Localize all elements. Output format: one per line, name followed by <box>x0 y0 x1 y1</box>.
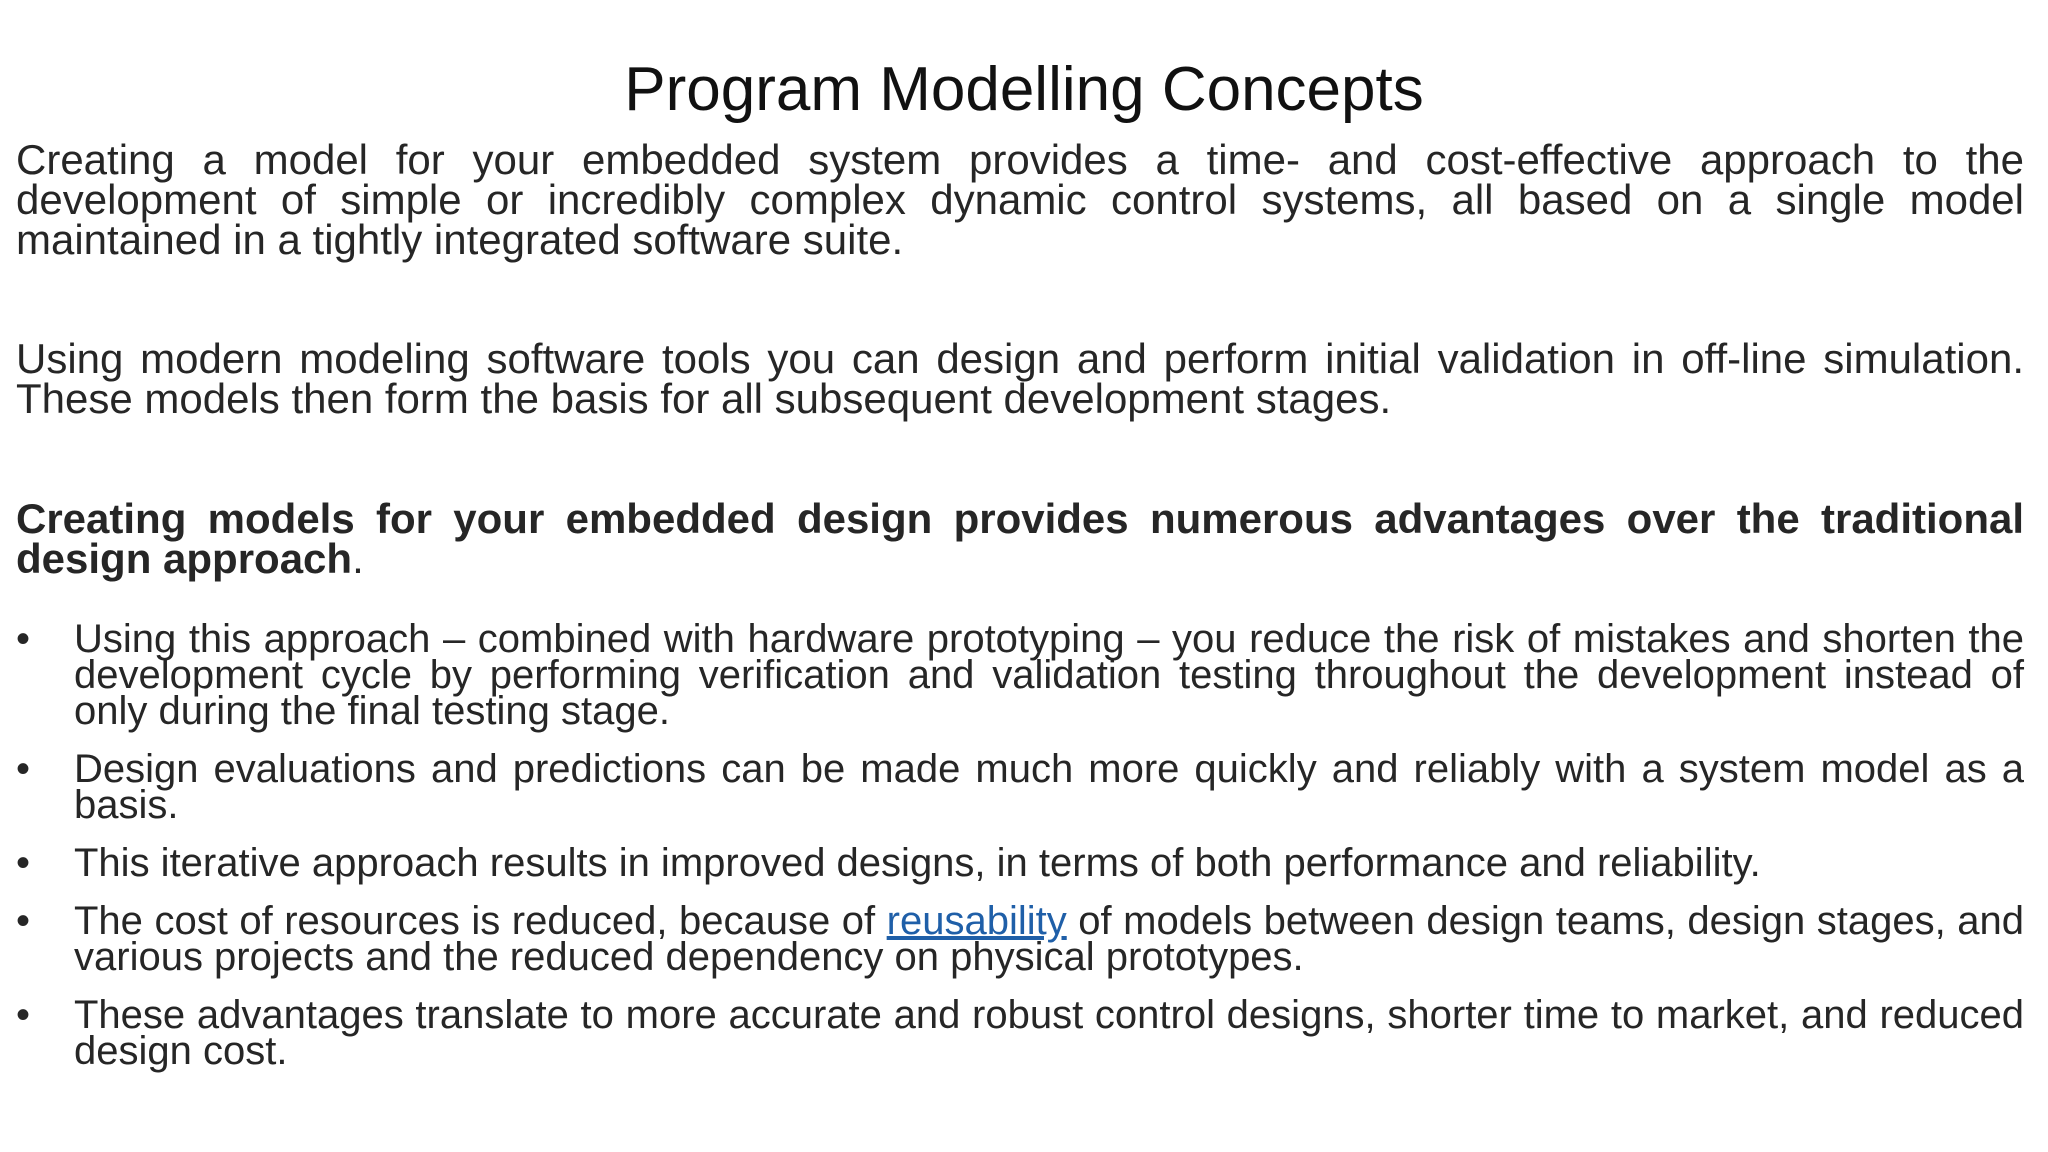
bullet-icon: • <box>16 747 31 791</box>
list-item-text-after: of models between design teams, design stages, and various projects and the reduced dependency on physical prototypes. <box>74 899 2024 979</box>
slide-title: Program Modelling Concepts <box>624 55 1424 124</box>
list-item <box>16 993 2024 1073</box>
advantages-list <box>16 617 2024 1073</box>
list-item-text: Design evaluations and predictions can be made much more quickly and reliably with a system model as a basis. <box>74 747 2024 827</box>
list-item-text: This iterative approach results in improved designs, in terms of both performance and reliability. <box>74 841 1761 885</box>
tools-paragraph: Using modern modeling software tools you can design and perform initial validation in off-line simulation. These models then form the basis for all subsequent development stages. <box>16 335 2024 422</box>
advantages-heading-period: . <box>352 535 364 582</box>
advantages-heading-text: Creating models for your embedded design provides numerous advantages over the traditional design approach <box>16 495 2024 582</box>
advantages-heading <box>16 495 2024 582</box>
reusability-link[interactable]: reusability <box>886 899 1067 943</box>
list-item <box>16 899 2024 979</box>
list-item-text-before: The cost of resources is reduced, because of <box>74 899 887 943</box>
bullet-icon: • <box>16 899 31 943</box>
list-item <box>16 841 2024 885</box>
bullet-icon: • <box>16 841 31 885</box>
list-item <box>16 617 2024 733</box>
list-item-text: Using this approach – combined with hardware prototyping – you reduce the risk of mistakes and shorten the development cycle by performing verification and validation testing throughout the development instead of only during the final testing stage. <box>74 617 2024 733</box>
list-item <box>16 747 2024 827</box>
list-item-text: These advantages translate to more accurate and robust control designs, shorter time to market, and reduced design cost. <box>74 993 2024 1073</box>
intro-paragraph: Creating a model for your embedded system provides a time- and cost-effective approach to the development of simple or incredibly complex dynamic control systems, all based on a single model maintained in a tightly integrated software suite. <box>16 136 2024 263</box>
bullet-icon: • <box>16 617 31 661</box>
slide-body <box>16 136 2024 1073</box>
bullet-icon: • <box>16 993 31 1037</box>
